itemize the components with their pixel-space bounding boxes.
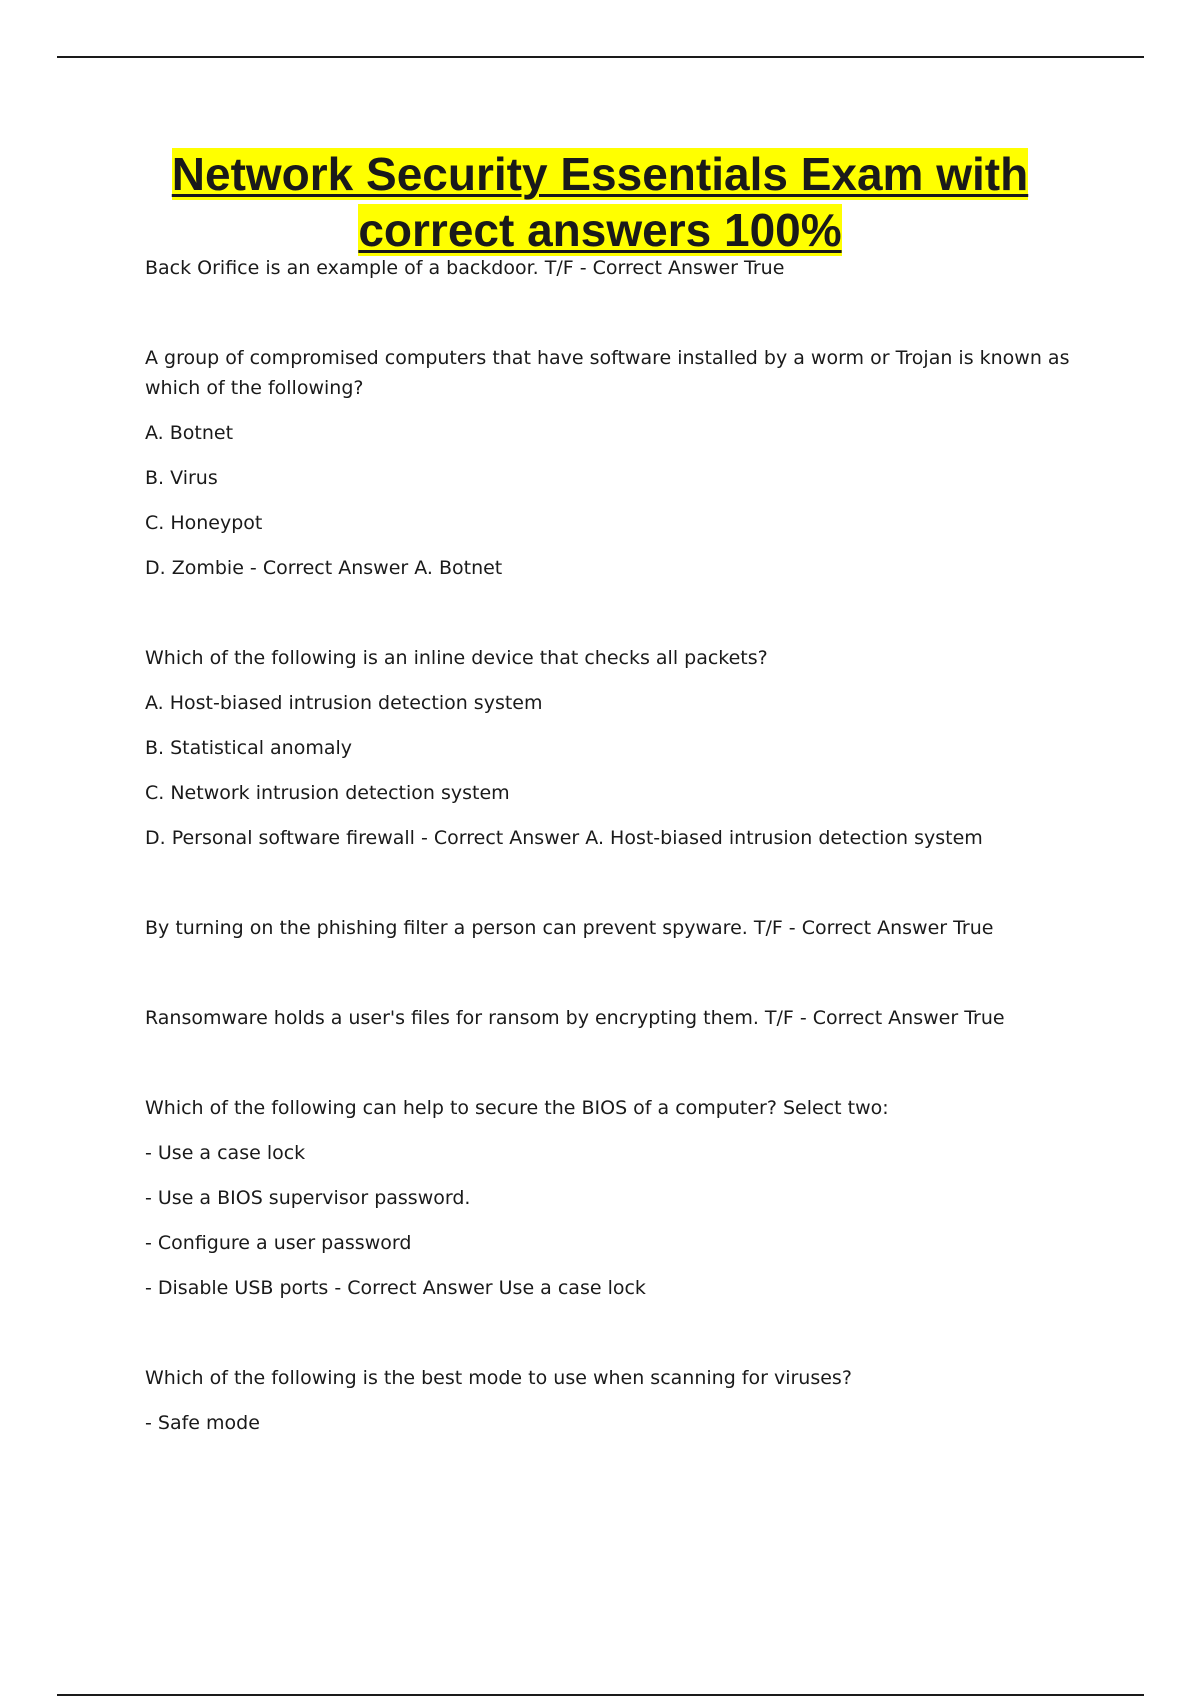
title-line-2: correct answers 100% (358, 204, 842, 256)
question-2-option-a: A. Botnet (145, 422, 234, 444)
question-3-option-b: B. Statistical anomaly (145, 737, 353, 759)
question-2-option-c: C. Honeypot (145, 512, 263, 534)
question-4: By turning on the phishing filter a person can prevent spyware. T/F - Correct Answer True (145, 917, 994, 939)
question-6-option-4: - Disable USB ports - Correct Answer Use a case lock (145, 1277, 646, 1299)
question-2: A group of compromised computers that have software installed by a worm or Trojan is known as which of the following? (145, 347, 1070, 399)
question-6-option-2: - Use a BIOS supervisor password. (145, 1187, 471, 1209)
question-3-option-c: C. Network intrusion detection system (145, 782, 510, 804)
footer-rule (57, 1694, 1144, 1696)
question-3-option-d: D. Personal software firewall - Correct Answer A. Host-biased intrusion detection system (145, 827, 983, 849)
question-3-option-a: A. Host-biased intrusion detection system (145, 692, 543, 714)
question-3: Which of the following is an inline device that checks all packets? (145, 647, 768, 669)
title-line-1: Network Security Essentials Exam with (171, 148, 1029, 200)
question-2-option-d: D. Zombie - Correct Answer A. Botnet (145, 557, 503, 579)
question-1: Back Orifice is an example of a backdoor. T/F - Correct Answer True (145, 257, 785, 279)
header-rule (57, 56, 1144, 58)
question-7-option-1: - Safe mode (145, 1412, 260, 1434)
question-6-option-1: - Use a case lock (145, 1142, 306, 1164)
question-7: Which of the following is the best mode to use when scanning for viruses? (145, 1367, 852, 1389)
document-title (100, 146, 1100, 258)
question-list (145, 253, 1095, 1453)
question-6-option-3: - Configure a user password (145, 1232, 412, 1254)
question-6: Which of the following can help to secure the BIOS of a computer? Select two: (145, 1097, 889, 1119)
question-2-option-b: B. Virus (145, 467, 218, 489)
question-5: Ransomware holds a user's files for ransom by encrypting them. T/F - Correct Answer True (145, 1007, 1005, 1029)
